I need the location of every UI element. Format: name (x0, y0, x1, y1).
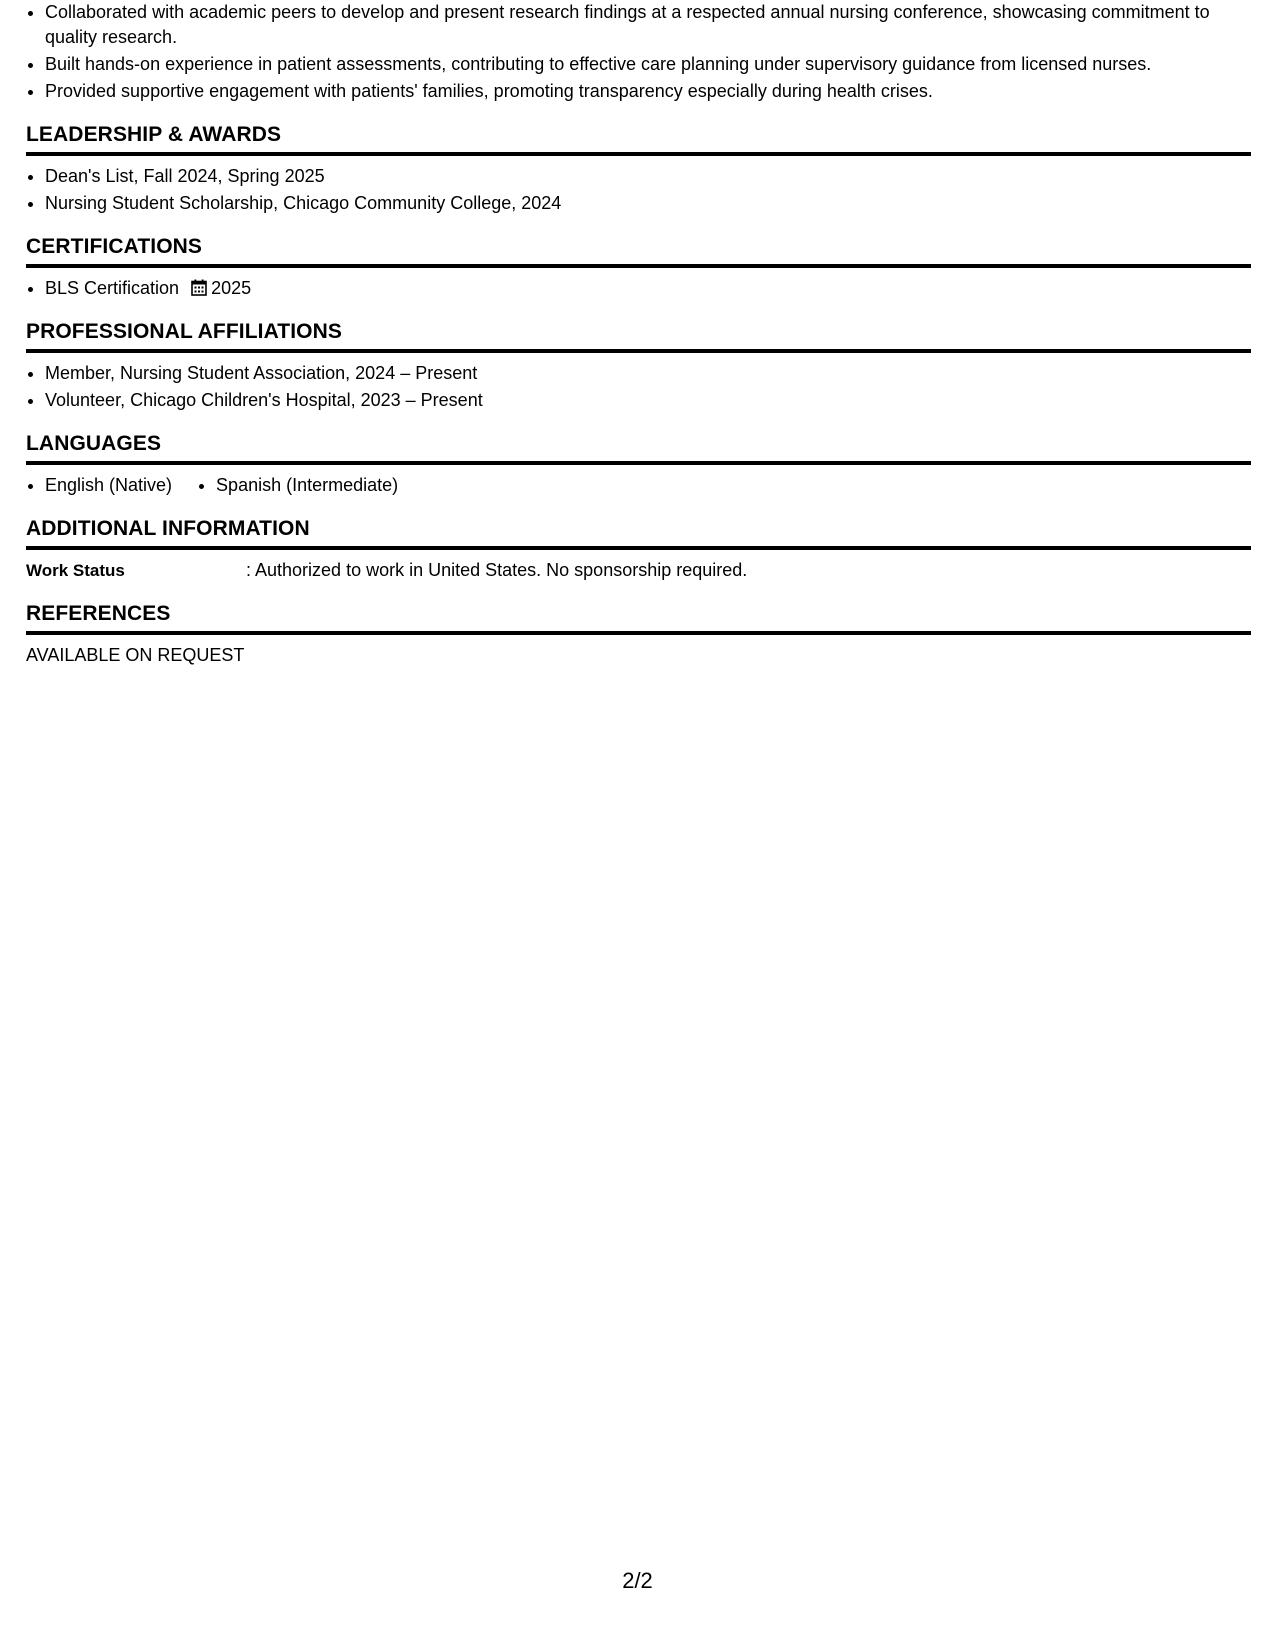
page-number: 2/2 (622, 1568, 653, 1593)
language-item: • English (Native) (45, 473, 172, 498)
certifications-list (26, 276, 1251, 301)
work-status-row (26, 558, 1251, 583)
references-section (26, 601, 1251, 668)
experience-bullet-list (26, 0, 1251, 104)
leadership-heading: LEADERSHIP & AWARDS (26, 122, 1251, 156)
work-status-value: : Authorized to work in United States. No sponsorship required. (246, 560, 748, 580)
leadership-list (26, 164, 1251, 216)
certification-year: 2025 (211, 278, 252, 298)
leadership-item: • Dean's List, Fall 2024, Spring 2025 (45, 164, 1251, 189)
leadership-item: • Nursing Student Scholarship, Chicago Community College, 2024 (45, 191, 1251, 216)
additional-info-heading: ADDITIONAL INFORMATION (26, 516, 1251, 550)
references-text: AVAILABLE ON REQUEST (26, 645, 245, 665)
certification-name: BLS Certification (45, 278, 180, 298)
references-heading: REFERENCES (26, 601, 1251, 635)
affiliations-section (26, 319, 1251, 413)
resume-page (26, 0, 1251, 668)
certification-item (45, 276, 1251, 301)
language-item: • Spanish (Intermediate) (216, 473, 398, 498)
affiliations-heading: PROFESSIONAL AFFILIATIONS (26, 319, 1251, 353)
languages-heading: LANGUAGES (26, 431, 1251, 465)
affiliation-item: • Member, Nursing Student Association, 2024 – Present (45, 361, 1251, 386)
experience-bullet: • Provided supportive engagement with patients' families, promoting transparency especially during health crises. (45, 79, 1251, 104)
additional-info-section (26, 516, 1251, 583)
affiliation-item: • Volunteer, Chicago Children's Hospital, 2023 – Present (45, 388, 1251, 413)
languages-section (26, 431, 1251, 498)
experience-bullet: • Collaborated with academic peers to develop and present research findings at a respected annual nursing conference, showcasing commitment to quality research. (45, 0, 1251, 50)
languages-list (26, 473, 1251, 498)
work-status-label: Work Status (26, 561, 125, 580)
leadership-section (26, 122, 1251, 216)
experience-bullet: • Built hands-on experience in patient assessments, contributing to effective care planning under supervisory guidance from licensed nurses. (45, 52, 1251, 77)
certifications-heading: CERTIFICATIONS (26, 234, 1251, 268)
calendar-icon (191, 279, 207, 296)
affiliations-list (26, 361, 1251, 413)
certifications-section (26, 234, 1251, 301)
